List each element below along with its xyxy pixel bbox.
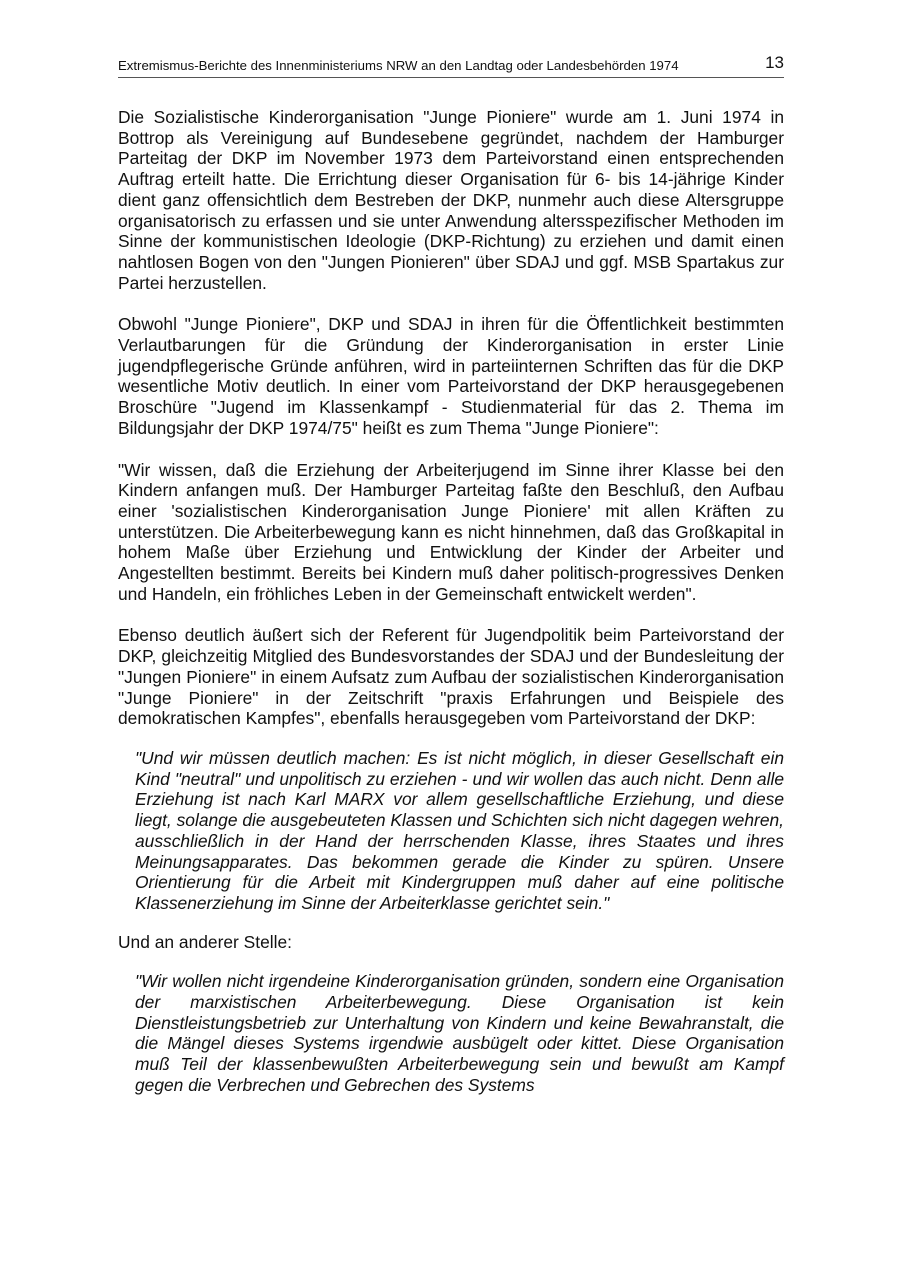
paragraph-motive: Obwohl "Junge Pioniere", DKP und SDAJ in ihren für die Öffentlichkeit bestimmten Verlautbarungen für die Gründung der Kinderorganisation in erster Linie jugendpflegerische Gründe anführen, wird in parteiinternen Schriften das für die DKP wesentliche Motiv deutlich. In einer vom Parteivorstand der DKP herausgegebenen Broschüre "Jugend im Klassenkampf - Studienmaterial für das 2. Thema im Bildungsjahr der DKP 1974/75" heißt es zum Thema "Junge Pioniere": — [118, 314, 784, 438]
header-title: Extremismus-Berichte des Innenministeriums NRW an den Landtag oder Landesbehörden 1974 — [118, 58, 679, 73]
paragraph-citation-brochure: "Wir wissen, daß die Erziehung der Arbeiterjugend im Sinne ihrer Klasse bei den Kindern anfangen muß. Der Hamburger Parteitag faßte den Beschluß, den Aufbau einer 'sozialistischen Kinderorganisation Junge Pioniere' mit allen Kräften zu unterstützen. Die Arbeiterbewegung kann es nicht hinnehmen, daß das Großkapital in hohem Maße über Erziehung und Entwicklung der Kinder der Arbeiter und Angestellten bestimmt. Bereits bei Kindern muß daher politisch-progressives Denken und Handeln, ein fröhliches Leben in der Gemeinschaft entwickelt werden". — [118, 459, 784, 604]
page-header — [118, 55, 784, 78]
quote-organisation: "Wir wollen nicht irgendeine Kinderorganisation gründen, sondern eine Organisation der marxistischen Arbeiterbewegung. Diese Organisation ist kein Dienstleistungsbetrieb zur Unterhaltung von Kindern und keine Bewahranstalt, die die Mängel dieses Systems irgendwie ausbügelt oder kittet. Diese Organisation muß Teil der klassenbewußten Arbeiterbewegung sein und bewußt am Kampf gegen die Verbrechen und Gebrechen des Systems — [135, 971, 784, 1095]
paragraph-referent: Ebenso deutlich äußert sich der Referent für Jugendpolitik beim Parteivorstand der DKP, gleichzeitig Mitglied des Bundesvorstandes der SDAJ und der Bundesleitung der "Jungen Pioniere" in einem Aufsatz zum Aufbau der sozialistischen Kinderorganisation "Junge Pioniere" in der Zeitschrift "praxis Erfahrungen und Beispiele des demokratischen Kampfes", ebenfalls herausgegeben vom Parteivorstand der DKP: — [118, 625, 784, 729]
quote-political-education: "Und wir müssen deutlich machen: Es ist nicht möglich, in dieser Gesellschaft ein Kind "neutral" und unpolitisch zu erziehen - und wir wollen das auch nicht. Denn alle Erziehung ist nach Karl MARX vor allem gesellschaftliche Erziehung, und diese liegt, solange die ausgebeuteten Klassen und Schichten sich nicht dagegen wehren, ausschließlich in der Hand der herrschenden Klasse, ihres Staates und ihres Meinungsapparates. Das bekommen gerade die Kinder zu spüren. Unsere Orientierung für die Arbeit mit Kindergruppen muß daher auf eine politische Klassenerziehung im Sinne der Arbeiterklasse gerichtet sein." — [135, 747, 784, 913]
paragraph-other-place: Und an anderer Stelle: — [118, 931, 293, 952]
page-number: 13 — [765, 53, 784, 72]
paragraph-founding: Die Sozialistische Kinderorganisation "Junge Pioniere" wurde am 1. Juni 1974 in Bottrop als Vereinigung auf Bundesebene gegründet, nachdem der Hamburger Parteitag der DKP im November 1973 dem Parteivorstand einen entsprechenden Auftrag erteilt hatte. Die Errichtung dieser Organisation für 6- bis 14-jährige Kinder dient ganz offensichtlich dem Bestreben der DKP, nunmehr auch diese Altersgruppe organisatorisch zu erfassen und sie unter Anwendung altersspezifischer Methoden im Sinne der kommunistischen Ideologie (DKP-Richtung) zu erziehen und damit einen nahtlosen Bogen von den "Jungen Pionieren" über SDAJ und ggf. MSB Spartakus zur Partei herzustellen. — [118, 107, 784, 293]
document-body — [118, 107, 784, 1096]
